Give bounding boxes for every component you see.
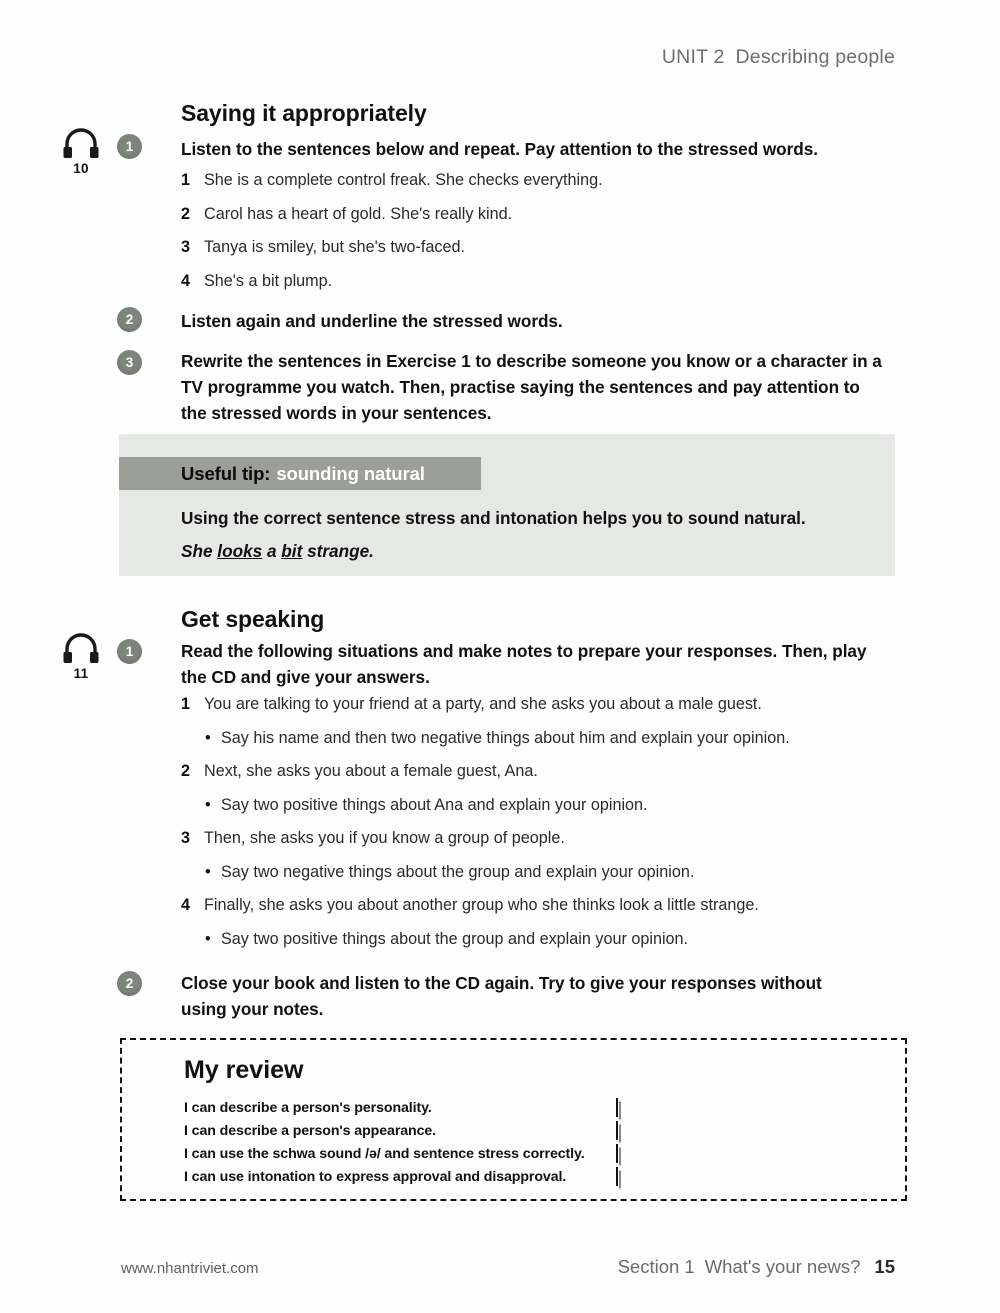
page-header <box>662 46 895 69</box>
item-number: 1 <box>181 695 191 713</box>
exercise-instruction-s1-1: Listen to the sentences below and repeat. Pay attention to the stressed words. <box>181 139 818 159</box>
exercise-instruction-s1-3: Rewrite the sentences in Exercise 1 to describe someone you know or a character in a TV programme you watch. Then, practise saying the sentences and pay attention to the stressed words in your sentences. <box>181 351 882 423</box>
review-item <box>184 1165 824 1188</box>
bullet-icon: • <box>205 862 211 881</box>
checkbox-icon[interactable] <box>616 1098 618 1117</box>
review-item-label: I can describe a person's appearance. <box>184 1122 437 1139</box>
list-item <box>181 237 881 258</box>
review-item-label: I can use intonation to express approval and disapproval. <box>184 1168 567 1185</box>
bullet-text: Say two positive things about Ana and explain your opinion. <box>221 795 648 814</box>
bullet-icon: • <box>205 929 211 948</box>
my-review-title: My review <box>184 1056 304 1084</box>
useful-tip-topic: sounding natural <box>276 462 425 484</box>
example-part-underlined: looks <box>217 541 263 561</box>
item-number: 3 <box>181 829 191 847</box>
useful-tip-banner <box>119 457 481 490</box>
example-part: strange. <box>302 541 374 561</box>
bullet-text: Say two negative things about the group and explain your opinion. <box>221 862 695 881</box>
unit-title: Describing people <box>735 46 895 68</box>
exercise-badge-s2-1[interactable]: 1 <box>117 639 142 664</box>
item-number: 1 <box>181 171 191 189</box>
my-review-box <box>120 1038 907 1201</box>
footer-website: www.nhantriviet.com <box>121 1260 259 1277</box>
exercise-instruction-s2-1: Read the following situations and make notes to prepare your responses. Then, play the CD and give your answers. <box>181 641 867 687</box>
review-item <box>184 1119 824 1142</box>
review-item-label: I can describe a person's personality. <box>184 1099 432 1116</box>
item-text: She's a bit plump. <box>204 271 333 290</box>
list-item-bullet <box>181 862 881 883</box>
page-number: 15 <box>874 1256 895 1277</box>
bullet-text: Say his name and then two negative things about him and explain your opinion. <box>221 728 790 747</box>
item-number: 3 <box>181 238 191 256</box>
item-number: 2 <box>181 204 191 223</box>
example-part: She <box>181 541 218 561</box>
list-item-bullet <box>181 728 881 749</box>
exercise-badge-s2-2[interactable]: 2 <box>117 971 142 996</box>
exercise-s1-1-sentence-list <box>181 170 881 304</box>
useful-tip-body: Using the correct sentence stress and intonation helps you to sound natural. <box>181 508 806 528</box>
exercise-s2-1-situation-list <box>181 694 881 962</box>
headphones-icon <box>62 128 100 160</box>
section-heading-get-speaking: Get speaking <box>181 606 325 632</box>
audio-track-11 <box>58 633 104 681</box>
checkbox-icon[interactable] <box>616 1167 618 1186</box>
item-text: You are talking to your friend at a party, and she asks you about a male guest. <box>204 695 762 713</box>
item-text: Next, she asks you about a female guest, Ana. <box>204 762 538 780</box>
item-text: Tanya is smiley, but she's two-faced. <box>204 238 465 256</box>
audio-track-10 <box>58 128 104 176</box>
my-review-checklist <box>184 1096 824 1188</box>
list-item <box>181 170 881 191</box>
bullet-icon: • <box>205 728 211 747</box>
list-item <box>181 271 881 292</box>
item-number: 2 <box>181 762 191 780</box>
item-text: Finally, she asks you about another group who she thinks look a little strange. <box>204 896 759 914</box>
footer-section-info <box>618 1256 895 1278</box>
checkbox-icon[interactable] <box>616 1144 618 1163</box>
item-number: 4 <box>181 271 191 290</box>
exercise-instruction-s1-2: Listen again and underline the stressed words. <box>181 311 563 331</box>
bullet-icon: • <box>205 795 211 814</box>
useful-tip-label: Useful tip: <box>181 462 271 484</box>
useful-tip-example <box>181 541 374 562</box>
checkbox-icon[interactable] <box>616 1121 618 1140</box>
exercise-badge-s1-1[interactable]: 1 <box>117 134 142 159</box>
review-item <box>184 1096 824 1119</box>
item-text: Then, she asks you if you know a group of people. <box>204 829 565 847</box>
item-number: 4 <box>181 896 191 914</box>
list-item <box>181 761 881 782</box>
headphones-icon <box>62 633 100 665</box>
unit-label: UNIT 2 <box>661 46 725 68</box>
exercise-instruction-s2-2: Close your book and listen to the CD again. Try to give your responses without using your notes. <box>181 973 822 1019</box>
item-text: Carol has a heart of gold. She's really kind. <box>204 204 513 223</box>
example-part-underlined: bit <box>281 541 303 561</box>
item-text: She is a complete control freak. She checks everything. <box>204 171 603 189</box>
section-heading-saying-it-appropriately: Saying it appropriately <box>181 100 427 126</box>
review-item-label: I can use the schwa sound /ə/ and sentence stress correctly. <box>184 1145 585 1162</box>
bullet-text: Say two positive things about the group and explain your opinion. <box>221 929 689 948</box>
track-number: 11 <box>73 666 89 681</box>
track-number: 10 <box>73 161 89 176</box>
list-item-bullet <box>181 795 881 816</box>
list-item <box>181 204 881 225</box>
list-item <box>181 694 881 715</box>
useful-tip-box <box>119 434 895 576</box>
list-item <box>181 828 881 849</box>
exercise-badge-s1-3[interactable]: 3 <box>117 350 142 375</box>
list-item <box>181 895 881 916</box>
exercise-badge-s1-2[interactable]: 2 <box>117 307 142 332</box>
review-item <box>184 1142 824 1165</box>
list-item-bullet <box>181 929 881 950</box>
example-part: a <box>262 541 282 561</box>
footer-section-number: Section 1 <box>617 1256 695 1277</box>
footer-section-title: What's your news? <box>704 1256 861 1277</box>
